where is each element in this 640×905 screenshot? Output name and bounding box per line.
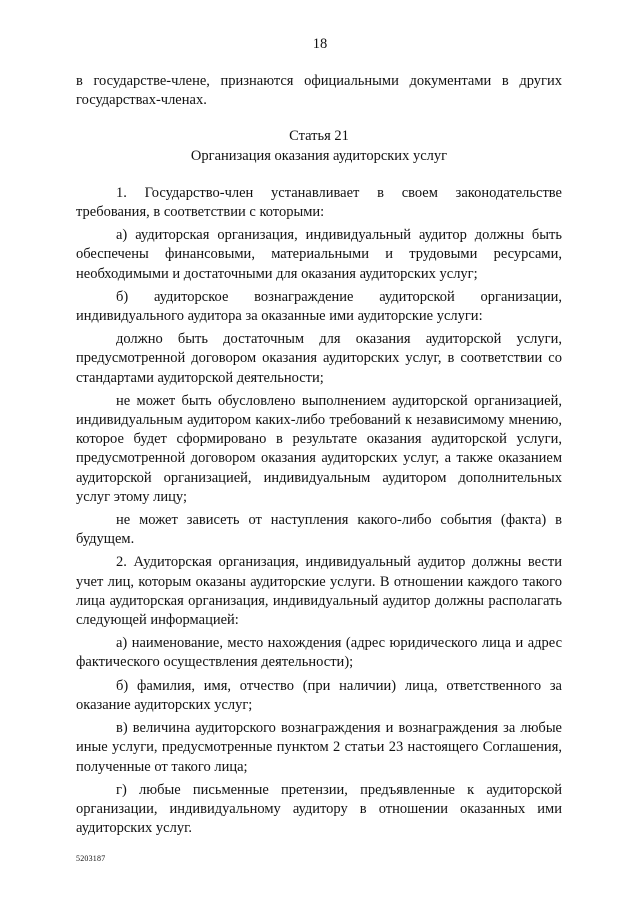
paragraph-2c: в) величина аудиторского вознаграждения и вознаграждения за любые иные услуги, предусмотренные пунктом 2 статьи 23 настоящего Соглашения, полученные от такого лица; [76,720,562,775]
paragraph-2: 2. Аудиторская организация, индивидуальный аудитор должны вести учет лиц, которым оказаны аудиторские услуги. В отношении каждого такого лица аудиторская организация, индивидуальный аудитор должны располагать следующей информацией: [76,554,562,629]
paragraph-1a: а) аудиторская организация, индивидуальный аудитор должны быть обеспечены финансовыми, материальными и трудовыми ресурсами, необходимыми и достаточными для оказания аудиторских услуг; [76,227,562,282]
intro-paragraph: в государстве-члене, признаются официальными документами в других государствах-членах. [76,73,562,109]
paragraph-1b-3: не может зависеть от наступления какого-либо события (факта) в будущем. [76,512,562,548]
article-number: Статья 21 [289,128,349,145]
page-number: 18 [312,36,328,52]
paragraph-1b-1: должно быть достаточным для оказания аудиторской услуги, предусмотренной договором оказания аудиторских услуг, в соответствии со стандартами аудиторской деятельности; [76,331,562,386]
paragraph-2b: б) фамилия, имя, отчество (при наличии) лица, ответственного за оказание аудиторских услуг; [76,677,562,713]
paragraph-2a: а) наименование, место нахождения (адрес юридического лица и адрес фактического осуществления деятельности); [76,635,562,671]
paragraph-1: 1. Государство-член устанавливает в своем законодательстве требования, в соответствии с которыми: [76,184,562,221]
paragraph-1b-2: не может быть обусловлено выполнением аудиторской организацией, индивидуальным аудитором каких-либо требований к независимому мнению, которое будет сформировано в результате оказания аудиторской услуги, предусмотренной договором оказания аудиторских услуг, а также оказанием аудиторской организацией, индивидуальным аудитором дополнительных услуг этому лицу; [76,392,562,505]
document-code: 5203187 [76,854,106,863]
paragraph-1b: б) аудиторское вознаграждение аудиторской организации, индивидуального аудитора за оказанные ими аудиторские услуги: [76,288,562,325]
document-body [76,72,562,842]
article-title: Организация оказания аудиторских услуг [190,147,448,164]
paragraph-2d: г) любые письменные претензии, предъявленные к аудиторской организации, индивидуальному аудитору в отношении оказанных ими аудиторских услуг. [76,781,562,837]
